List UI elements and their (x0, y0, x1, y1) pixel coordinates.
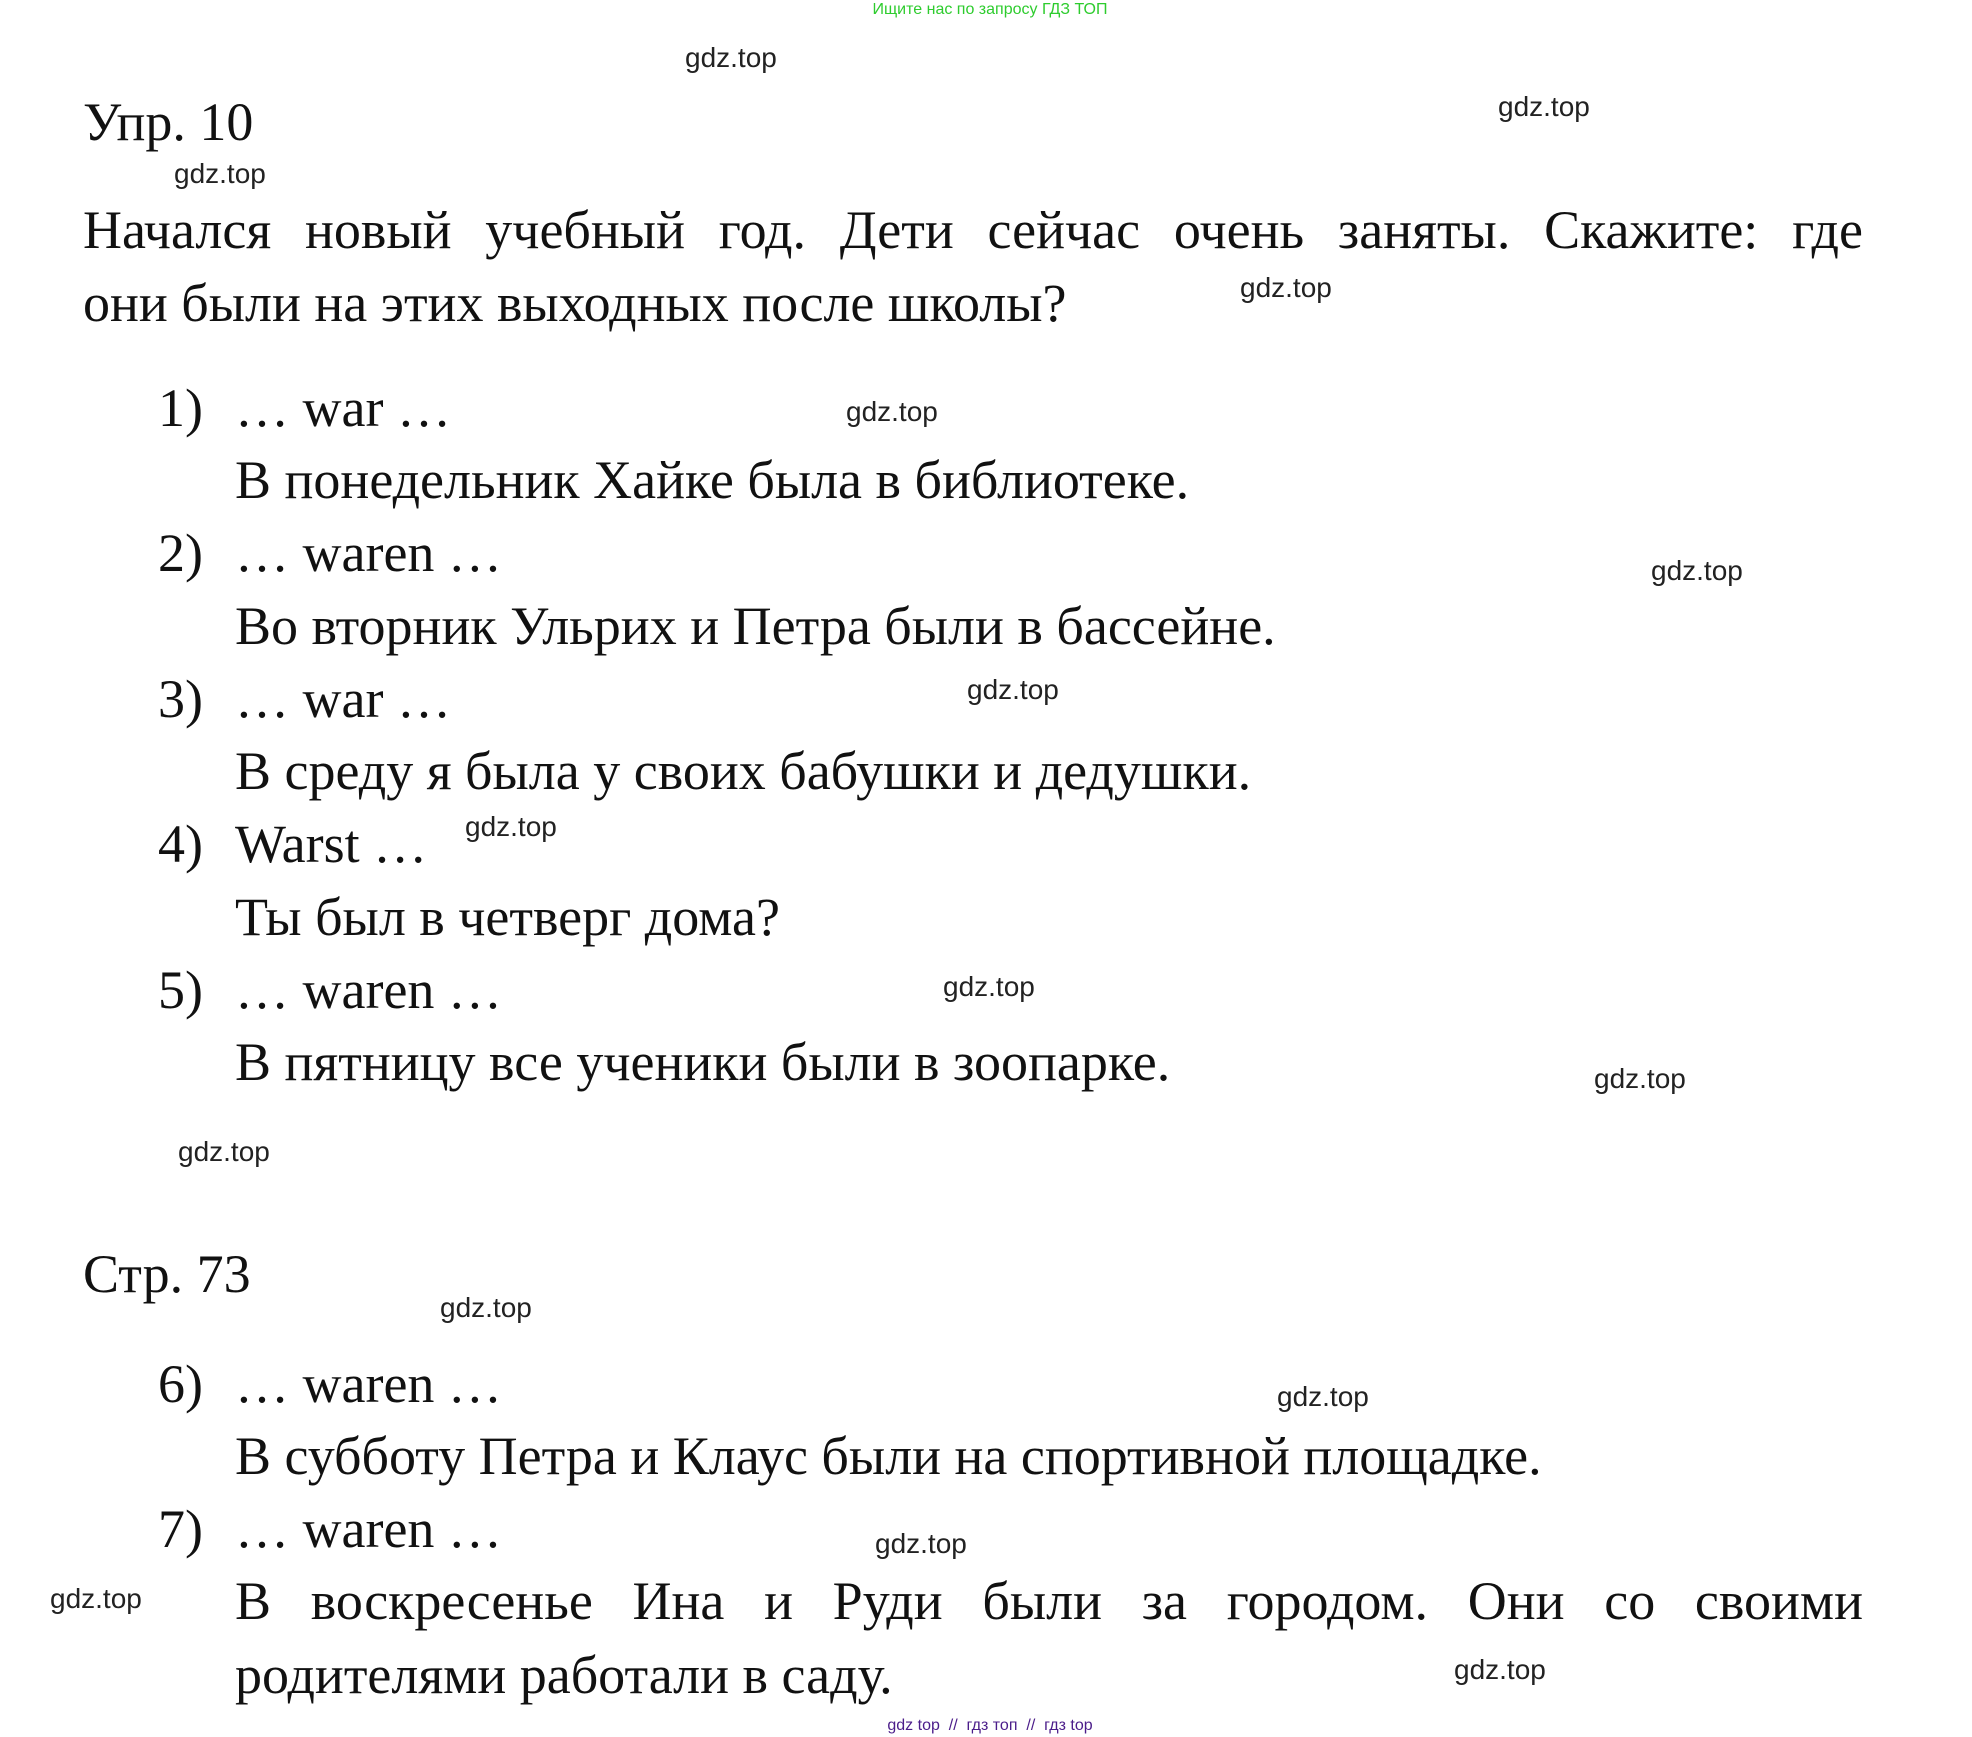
item-german: … war … (235, 669, 451, 729)
item-russian: В субботу Петра и Клаус были на спортивной площадке. (235, 1426, 1542, 1486)
footer-links: gdz top // гдз топ // гдз top (887, 1717, 1093, 1734)
item-german: Warst … (235, 814, 428, 874)
exercise-title: Упр. 10 (83, 92, 254, 152)
watermark: gdz.top (1240, 272, 1332, 303)
watermark: gdz.top (1594, 1063, 1686, 1094)
item-number: 4) (158, 814, 203, 874)
item-german: … waren … (235, 960, 502, 1020)
watermark: gdz.top (685, 42, 777, 73)
item-russian: родителями работали в саду. (235, 1645, 893, 1705)
watermark: gdz.top (178, 1136, 270, 1167)
item-russian: Ты был в четверг дома? (235, 887, 780, 947)
watermark: gdz.top (440, 1292, 532, 1323)
item-russian: Во вторник Ульрих и Петра были в бассейне. (235, 596, 1276, 656)
header-note: Ищите нас по запросу ГДЗ ТОП (872, 1, 1108, 18)
task-line: они были на этих выходных после школы? (83, 273, 1067, 333)
item-german: … waren … (235, 1499, 502, 1559)
watermark: gdz.top (967, 674, 1059, 705)
watermark: gdz.top (943, 971, 1035, 1002)
item-number: 6) (158, 1354, 203, 1414)
item-german: … waren … (235, 1354, 502, 1414)
item-number: 3) (158, 669, 203, 729)
watermark: gdz.top (846, 396, 938, 427)
watermark: gdz.top (1498, 91, 1590, 122)
item-german: … waren … (235, 523, 502, 583)
item-number: 1) (158, 378, 203, 438)
watermark: gdz.top (1651, 555, 1743, 586)
watermark: gdz.top (174, 158, 266, 189)
watermark: gdz.top (50, 1583, 142, 1614)
item-russian: В пятницу все ученики были в зоопарке. (235, 1032, 1171, 1092)
item-russian: В понедельник Хайке была в библиотеке. (235, 450, 1190, 510)
item-russian: В среду я была у своих бабушки и дедушки. (235, 741, 1252, 801)
watermark: gdz.top (465, 811, 557, 842)
watermark: gdz.top (1277, 1381, 1369, 1412)
item-number: 5) (158, 960, 203, 1020)
watermark: gdz.top (1454, 1654, 1546, 1685)
watermark: gdz.top (875, 1528, 967, 1559)
item-russian: В воскресенье Ина и Руди были за городом. Они со своими (235, 1571, 1863, 1631)
item-number: 2) (158, 523, 203, 583)
page-title: Стр. 73 (83, 1244, 251, 1304)
item-number: 7) (158, 1499, 203, 1559)
task-line: Начался новый учебный год. Дети сейчас очень заняты. Скажите: где (83, 200, 1863, 260)
item-german: … war … (235, 378, 451, 438)
